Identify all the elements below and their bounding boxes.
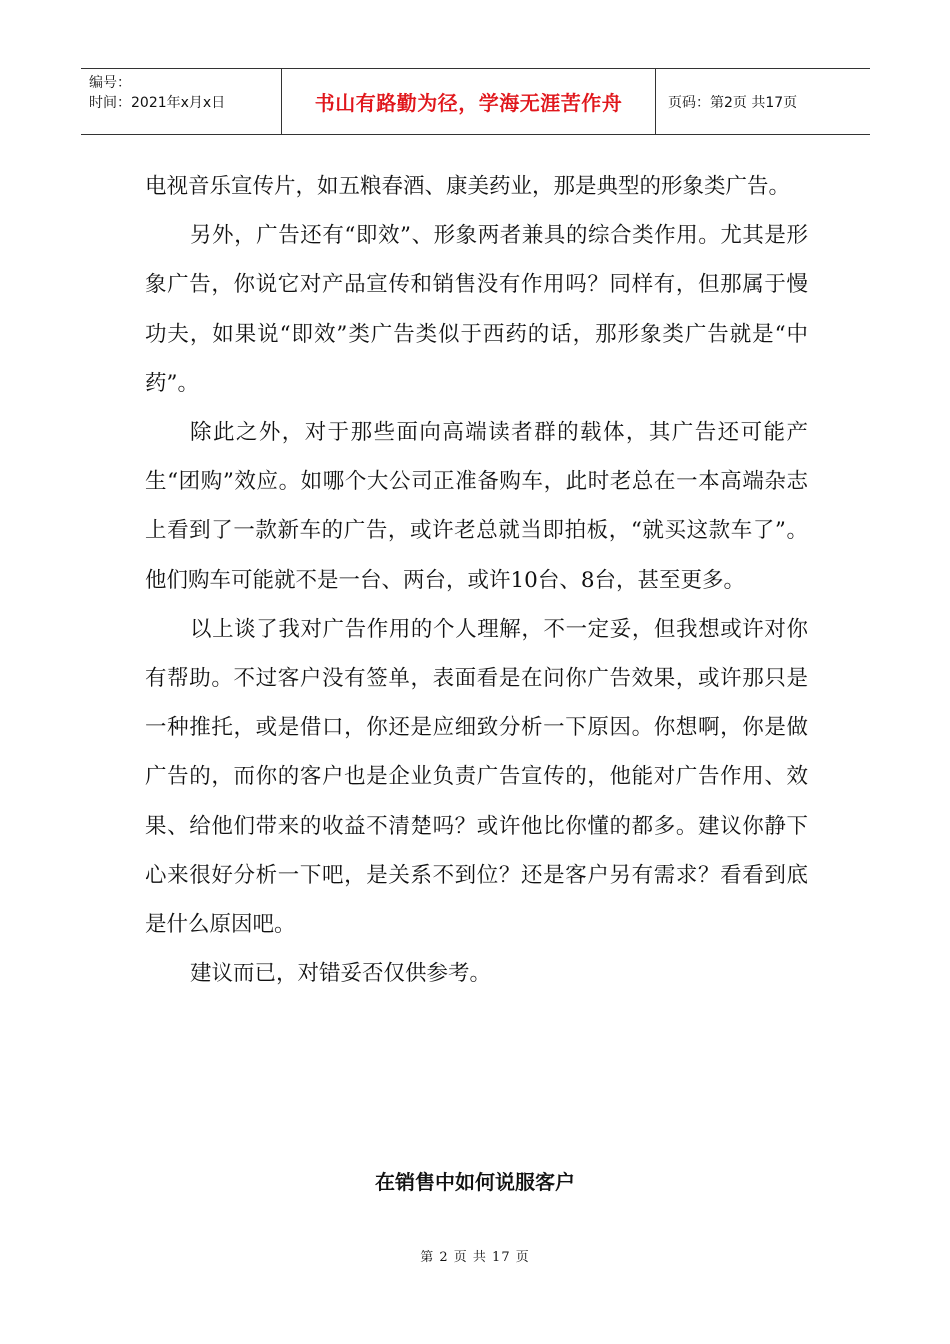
paragraph-5: 建议而已，对错妥否仅供参考。 (190, 961, 492, 987)
document-number-label: 编号： (89, 75, 131, 91)
paragraph-2: 另外，广告还有“即效”、形象两者兼具的综合类作用。尤其是形象广告，你说它对产品宣传和销售没有作用吗？同样有，但那属于慢功夫，如果说“即效”类广告类似于西药的话，那形象类广告就是“中药”。 (145, 223, 808, 396)
paragraph-3: 除此之外，对于那些面向高端读者群的载体，其广告还可能产生“团购”效应。如哪个大公司正准备购车，此时老总在一本高端杂志上看到了一款新车的广告，或许老总就当即拍板，“就买这款车了”。他们购车可能就不是一台、两台，或许10台、8台，甚至更多。 (145, 420, 808, 593)
document-body (145, 162, 808, 998)
document-date: 时间：2021年x月x日 (89, 95, 226, 111)
header-page-cell (656, 69, 870, 134)
header-motto-cell (282, 69, 656, 134)
section-title: 在销售中如何说服客户 (375, 1170, 575, 1194)
header-motto: 书山有路勤为径，学海无涯苦作舟 (314, 91, 623, 115)
header-page-info: 页码：第2页 共17页 (668, 94, 798, 111)
page-footer: 第 2 页 共 17 页 (420, 1250, 530, 1265)
paragraph-4: 以上谈了我对广告作用的个人理解，不一定妥，但我想或许对你有帮助。不过客户没有签单，表面看是在问你广告效果，或许那只是一种推托，或是借口，你还是应细致分析一下原因。你想啊，你是做广告的，而你的客户也是企业负责广告宣传的，他能对广告作用、效果、给他们带来的收益不清楚吗？或许他比你懂的都多。建议你静下心来很好分析一下吧，是关系不到位？还是客户另有需求？看看到底是什么原因吧。 (145, 616, 808, 938)
paragraph-1: 电视音乐宣传片，如五粮春酒、康美药业，那是典型的形象类广告。 (145, 174, 791, 199)
header-table (81, 68, 870, 135)
header-info-cell (81, 69, 282, 134)
